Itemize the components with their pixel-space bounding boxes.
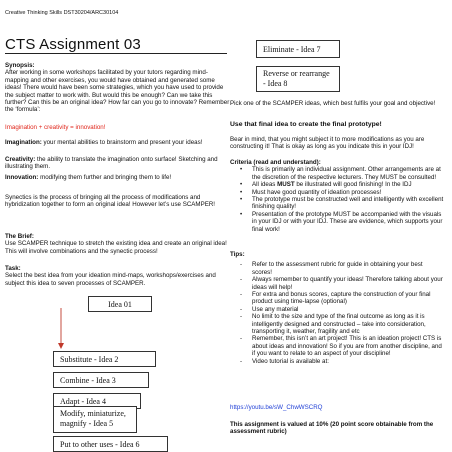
list-item: - Use any material (252, 306, 444, 313)
brief-text: Use SCAMPER technique to stretch the existing idea and create an original idea! This will involve combinations and the synectic process! (5, 240, 227, 255)
list-item: • All ideas MUST be illustrated will good finishing! In the IDJ (252, 181, 444, 188)
definition-text: your mental abilities to brainstorm and present your ideas! (41, 139, 203, 146)
task-text: Select the best idea from your ideation mind-maps, workshops/exercises and subject this idea to seven processes of SCAMPER. (5, 272, 216, 287)
scamper-root-idea: Idea 01 (88, 296, 152, 312)
scamper-adapt: Adapt - Idea 4 (53, 393, 141, 409)
formula-text: Imagination + creativity = innovation! (5, 124, 106, 131)
tips-list (230, 261, 444, 365)
list-item: • Presentation of the prototype MUST be accompanied with the visuals in your IDJ or with your IDJ. These are evidence, which supports your final work! (252, 211, 444, 233)
task-heading: Task: (5, 265, 21, 272)
list-item: • This is primarily an individual assignment. Other arrangements are at the discretion of the respective lecturers. They MUST be consulted! (252, 166, 444, 181)
tips-heading: Tips: (230, 251, 245, 258)
arrow-down-icon (58, 343, 64, 349)
synectics-text: Synectics is the process of bringing all the process of modifications and hybridization together to form an original idea! However let’s use SCAMPER! (5, 194, 216, 209)
synopsis-text: After working in some workshops facilitated by your tutors regarding mind-mapping and other exercises, you would have obtained and generated some ideas! There would have been some strategies, which you have used to provide the subject matter to work with. But would this be enough? Can we take this further? Can this be an original idea? How far can you go to innovate? Remember the ‘formula’: (5, 69, 230, 114)
document-header: Creative Thinking Skills DST30204/ARC30104 (5, 10, 119, 16)
definition-term: Imagination: (5, 139, 42, 146)
criteria-heading: Criteria (read and understand): (230, 159, 321, 166)
list-item: • Must have good quantity of ideation processes! (252, 189, 444, 196)
scamper-eliminate: Eliminate - Idea 7 (256, 40, 340, 58)
scamper-modify: Modify, miniaturize, magnify - Idea 5 (53, 406, 137, 433)
scamper-reverse: Reverse or rearrange - Idea 8 (256, 66, 340, 92)
bear-text: Bear in mind, that you might subject it to more modifications as you are constructing it! That is okay as long as you indicate this in your IDJ! (230, 136, 425, 151)
list-item: - For extra and bonus scores, capture the construction of your final product using time-lapse (optional) (252, 291, 444, 306)
definition-text: the ability to translate the imagination onto surface! Sketching and illustrating them. (5, 156, 218, 171)
criteria-list (230, 166, 444, 233)
list-item: - Refer to the assessment rubric for guide in obtaining your best scores! (252, 261, 444, 276)
list-item: - No limit to the size and type of the final outcome as long as it is intelligently designed and constructed – take into consideration, transporting it, weather, fragility and etc (252, 313, 444, 335)
final-heading: Use that final idea to create the final prototype! (230, 121, 382, 128)
page-title: CTS Assignment 03 (5, 36, 141, 53)
scamper-substitute: Substitute - Idea 2 (53, 351, 156, 367)
brief-heading: The Brief: (5, 233, 34, 240)
synopsis-heading: Synopsis: (5, 62, 35, 69)
list-item: • The prototype must be constructed well and intelligently with excellent finishing quality! (252, 196, 444, 211)
criteria-section (230, 159, 444, 233)
list-item: - Always remember to quantify your ideas! Therefore talking about your ideas will help! (252, 276, 444, 291)
definition-text: modifying them further and bringing them to life! (38, 174, 172, 181)
list-item: - Video tutorial is available at: (252, 358, 444, 365)
definition-term: Creativity: (5, 156, 36, 163)
video-tutorial-link[interactable]: https://youtu.be/sW_ChwWSCRQ (230, 404, 323, 411)
valuation-text: This assignment is valued at 10% (20 point score obtainable from the assessment rubric) (230, 421, 434, 436)
tips-section (230, 251, 444, 365)
definition-term: Innovation: (5, 174, 39, 181)
list-item: - Remember, this isn’t an art project! This is an ideation project! CTS is about ideas and innovation! So if you are from another discipline, and if you want to relate to an aspect of your discipline! (252, 335, 444, 357)
scamper-combine: Combine - Idea 3 (53, 372, 149, 388)
scamper-put-to-other-uses: Put to other uses - Idea 6 (53, 436, 168, 452)
pick-text: Pick one of the SCAMPER ideas, which best fulfils your goal and objective! (230, 100, 436, 107)
